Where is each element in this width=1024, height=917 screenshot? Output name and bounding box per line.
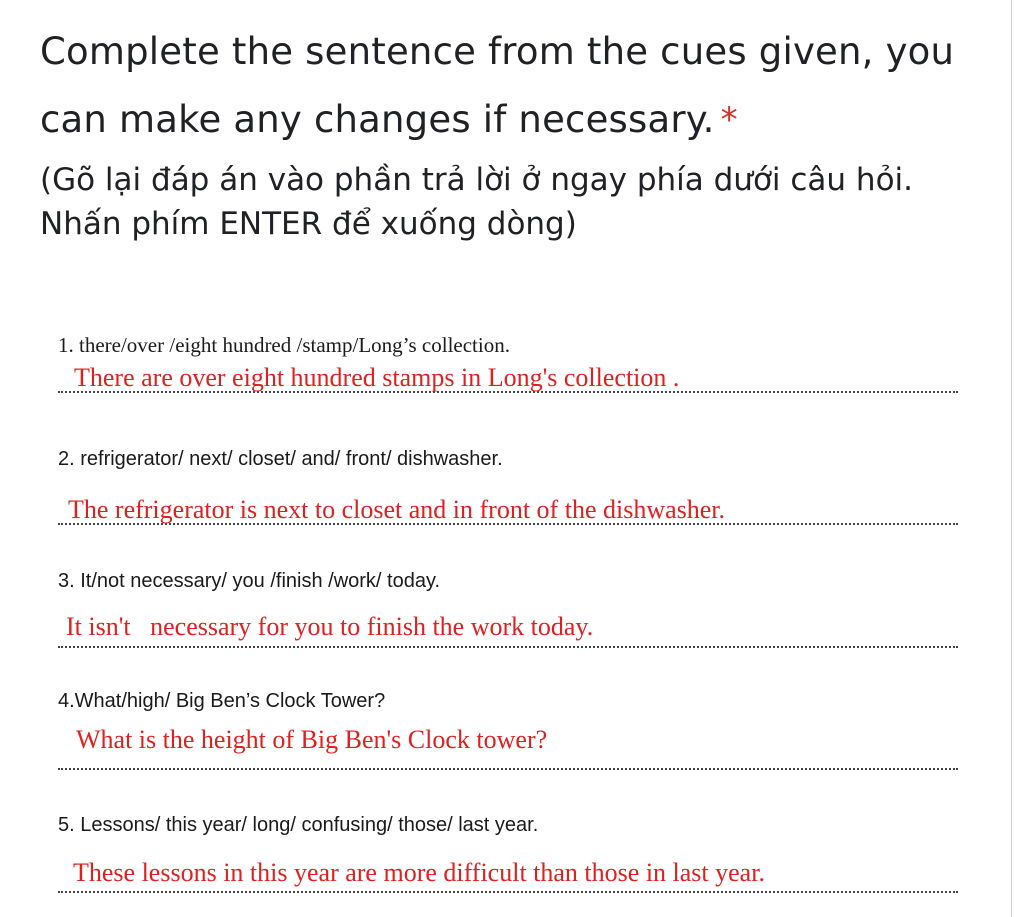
exercise-item-2 [58, 448, 960, 533]
answer-text[interactable]: These lessons in this year are more difficult than those in last year. [73, 858, 765, 887]
question-title [40, 18, 970, 154]
scrollbar-edge [1011, 0, 1024, 917]
answer-text[interactable]: The refrigerator is next to closet and in front of the dishwasher. [68, 495, 726, 524]
cue-text: 4.What/high/ Big Ben’s Clock Tower? [58, 690, 386, 712]
cue-text: 2. refrigerator/ next/ closet/ and/ front/ dishwasher. [58, 448, 503, 470]
cue-text: 3. It/not necessary/ you /finish /work/ today. [58, 570, 441, 592]
answer-line [58, 891, 958, 893]
answer-text[interactable]: What is the height of Big Ben's Clock tower? [76, 725, 548, 754]
exercise-item-4 [58, 690, 960, 775]
exercise-item-5 [58, 814, 960, 899]
answer-text[interactable]: It isn't necessary for you to finish the work today. [66, 612, 594, 641]
exercise-item-3 [58, 570, 960, 655]
answer-text[interactable]: There are over eight hundred stamps in Long's collection . [74, 363, 680, 392]
answer-line [58, 768, 958, 770]
question-title-text: Complete the sentence from the cues given, you can make any changes if necessary. [40, 30, 955, 141]
exercise-item-1 [58, 333, 960, 403]
cue-text: 1. there/over /eight hundred /stamp/Long’s collection. [58, 333, 510, 357]
question-instructions: (Gõ lại đáp án vào phần trả lời ở ngay phía dưới câu hỏi. Nhấn phím ENTER để xuống dòng) [40, 162, 914, 242]
cue-text: 5. Lessons/ this year/ long/ confusing/ those/ last year. [58, 814, 539, 836]
answer-line [58, 646, 958, 648]
required-marker: * [720, 100, 738, 140]
